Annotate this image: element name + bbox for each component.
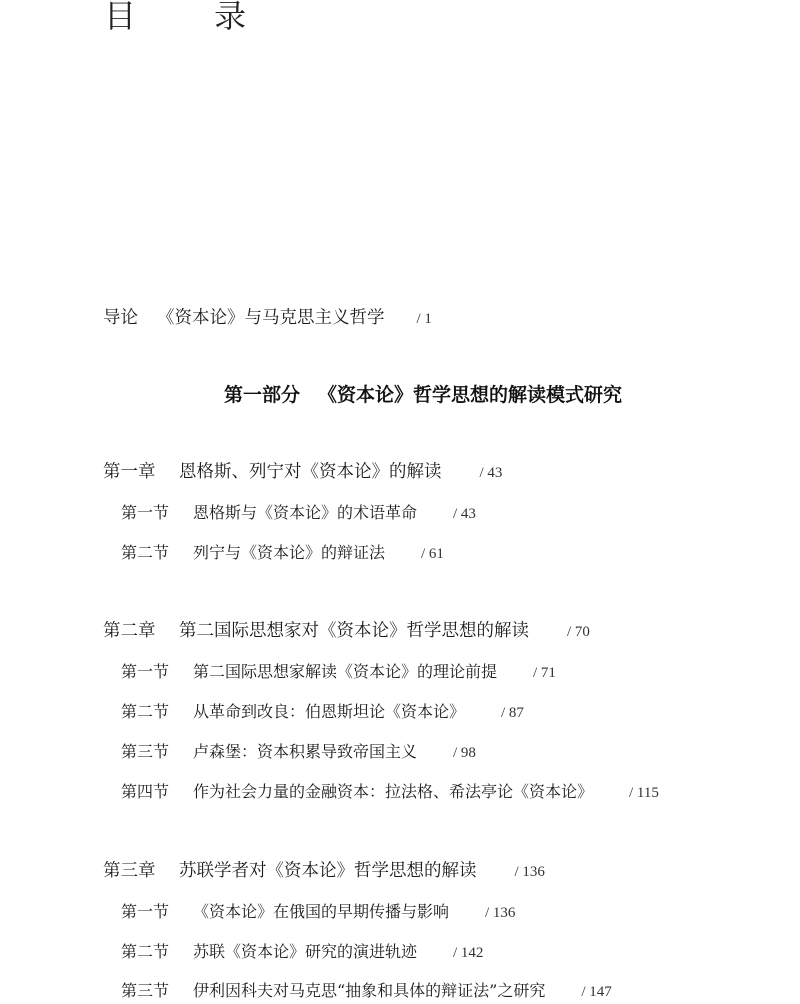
toc-section-label: 第二节 (121, 543, 170, 562)
toc-section-page: / 71 (533, 665, 556, 681)
toc-section-title: 苏联《资本论》研究的演进轨迹 (193, 942, 418, 961)
toc-chapter-title: 苏联学者对《资本论》哲学思想的解读 (179, 861, 477, 881)
toc-section-page: / 115 (629, 785, 659, 801)
toc-chapter-page: / 136 (514, 864, 545, 880)
toc-section-page: / 136 (485, 905, 516, 921)
toc-section-title: 《资本论》在俄国的早期传播与影响 (193, 902, 450, 921)
toc-section-1-2[interactable] (121, 541, 444, 566)
toc-section-2-3[interactable] (121, 740, 476, 765)
toc-intro-label: 导论 (103, 308, 138, 328)
toc-section-label: 第一节 (121, 902, 170, 921)
toc-part-heading[interactable] (0, 381, 800, 409)
toc-section-page: / 98 (453, 745, 476, 761)
toc-section-title: 从革命到改良：伯恩斯坦论《资本论》 (193, 702, 466, 721)
toc-chapter-label: 第二章 (103, 621, 156, 641)
toc-section-label: 第四节 (121, 782, 170, 801)
toc-section-2-1[interactable] (121, 660, 556, 685)
toc-section-page: / 147 (581, 984, 612, 1000)
toc-part-label: 第一部分 (223, 384, 300, 406)
toc-section-label: 第二节 (121, 942, 170, 961)
toc-chapter-page: / 70 (567, 624, 590, 640)
toc-chapter-title: 恩格斯、列宁对《资本论》的解读 (179, 462, 442, 482)
toc-section-title: 卢森堡：资本积累导致帝国主义 (193, 742, 418, 761)
toc-section-3-3[interactable] (121, 979, 612, 1004)
toc-section-page: / 142 (453, 945, 484, 961)
page-title: 目 录 (104, 0, 281, 35)
toc-section-2-2[interactable] (121, 700, 524, 725)
toc-part-title: 《资本论》哲学思想的解读模式研究 (318, 384, 623, 406)
toc-chapter-label: 第三章 (103, 861, 156, 881)
toc-section-label: 第二节 (121, 702, 170, 721)
toc-section-label: 第一节 (121, 503, 170, 522)
toc-section-2-4[interactable] (121, 780, 659, 805)
toc-section-title: 列宁与《资本论》的辩证法 (193, 543, 386, 562)
toc-chapter-title: 第二国际思想家对《资本论》哲学思想的解读 (179, 621, 529, 641)
toc-chapter-1[interactable] (103, 460, 502, 485)
toc-section-title: 恩格斯与《资本论》的术语革命 (193, 503, 418, 522)
toc-section-title: 伊利因科夫对马克思“抽象和具体的辩证法”之研究 (193, 981, 546, 1000)
toc-section-1-1[interactable] (121, 501, 476, 526)
toc-section-3-2[interactable] (121, 940, 483, 965)
toc-section-label: 第一节 (121, 662, 170, 681)
toc-section-title: 第二国际思想家解读《资本论》的理论前提 (193, 662, 498, 681)
toc-chapter-2[interactable] (103, 619, 590, 644)
toc-chapter-label: 第一章 (103, 462, 156, 482)
toc-intro-page: / 1 (416, 311, 432, 327)
toc-section-label: 第三节 (121, 981, 170, 1000)
toc-intro-title: 《资本论》与马克思主义哲学 (157, 308, 385, 328)
toc-intro[interactable] (103, 306, 432, 331)
toc-section-page: / 43 (453, 506, 476, 522)
toc-section-title: 作为社会力量的金融资本：拉法格、希法亭论《资本论》 (193, 782, 594, 801)
toc-section-page: / 61 (421, 546, 444, 562)
toc-section-3-1[interactable] (121, 900, 515, 925)
toc-chapter-3[interactable] (103, 859, 545, 884)
toc-section-page: / 87 (501, 705, 524, 721)
toc-section-label: 第三节 (121, 742, 170, 761)
toc-chapter-page: / 43 (479, 465, 503, 481)
